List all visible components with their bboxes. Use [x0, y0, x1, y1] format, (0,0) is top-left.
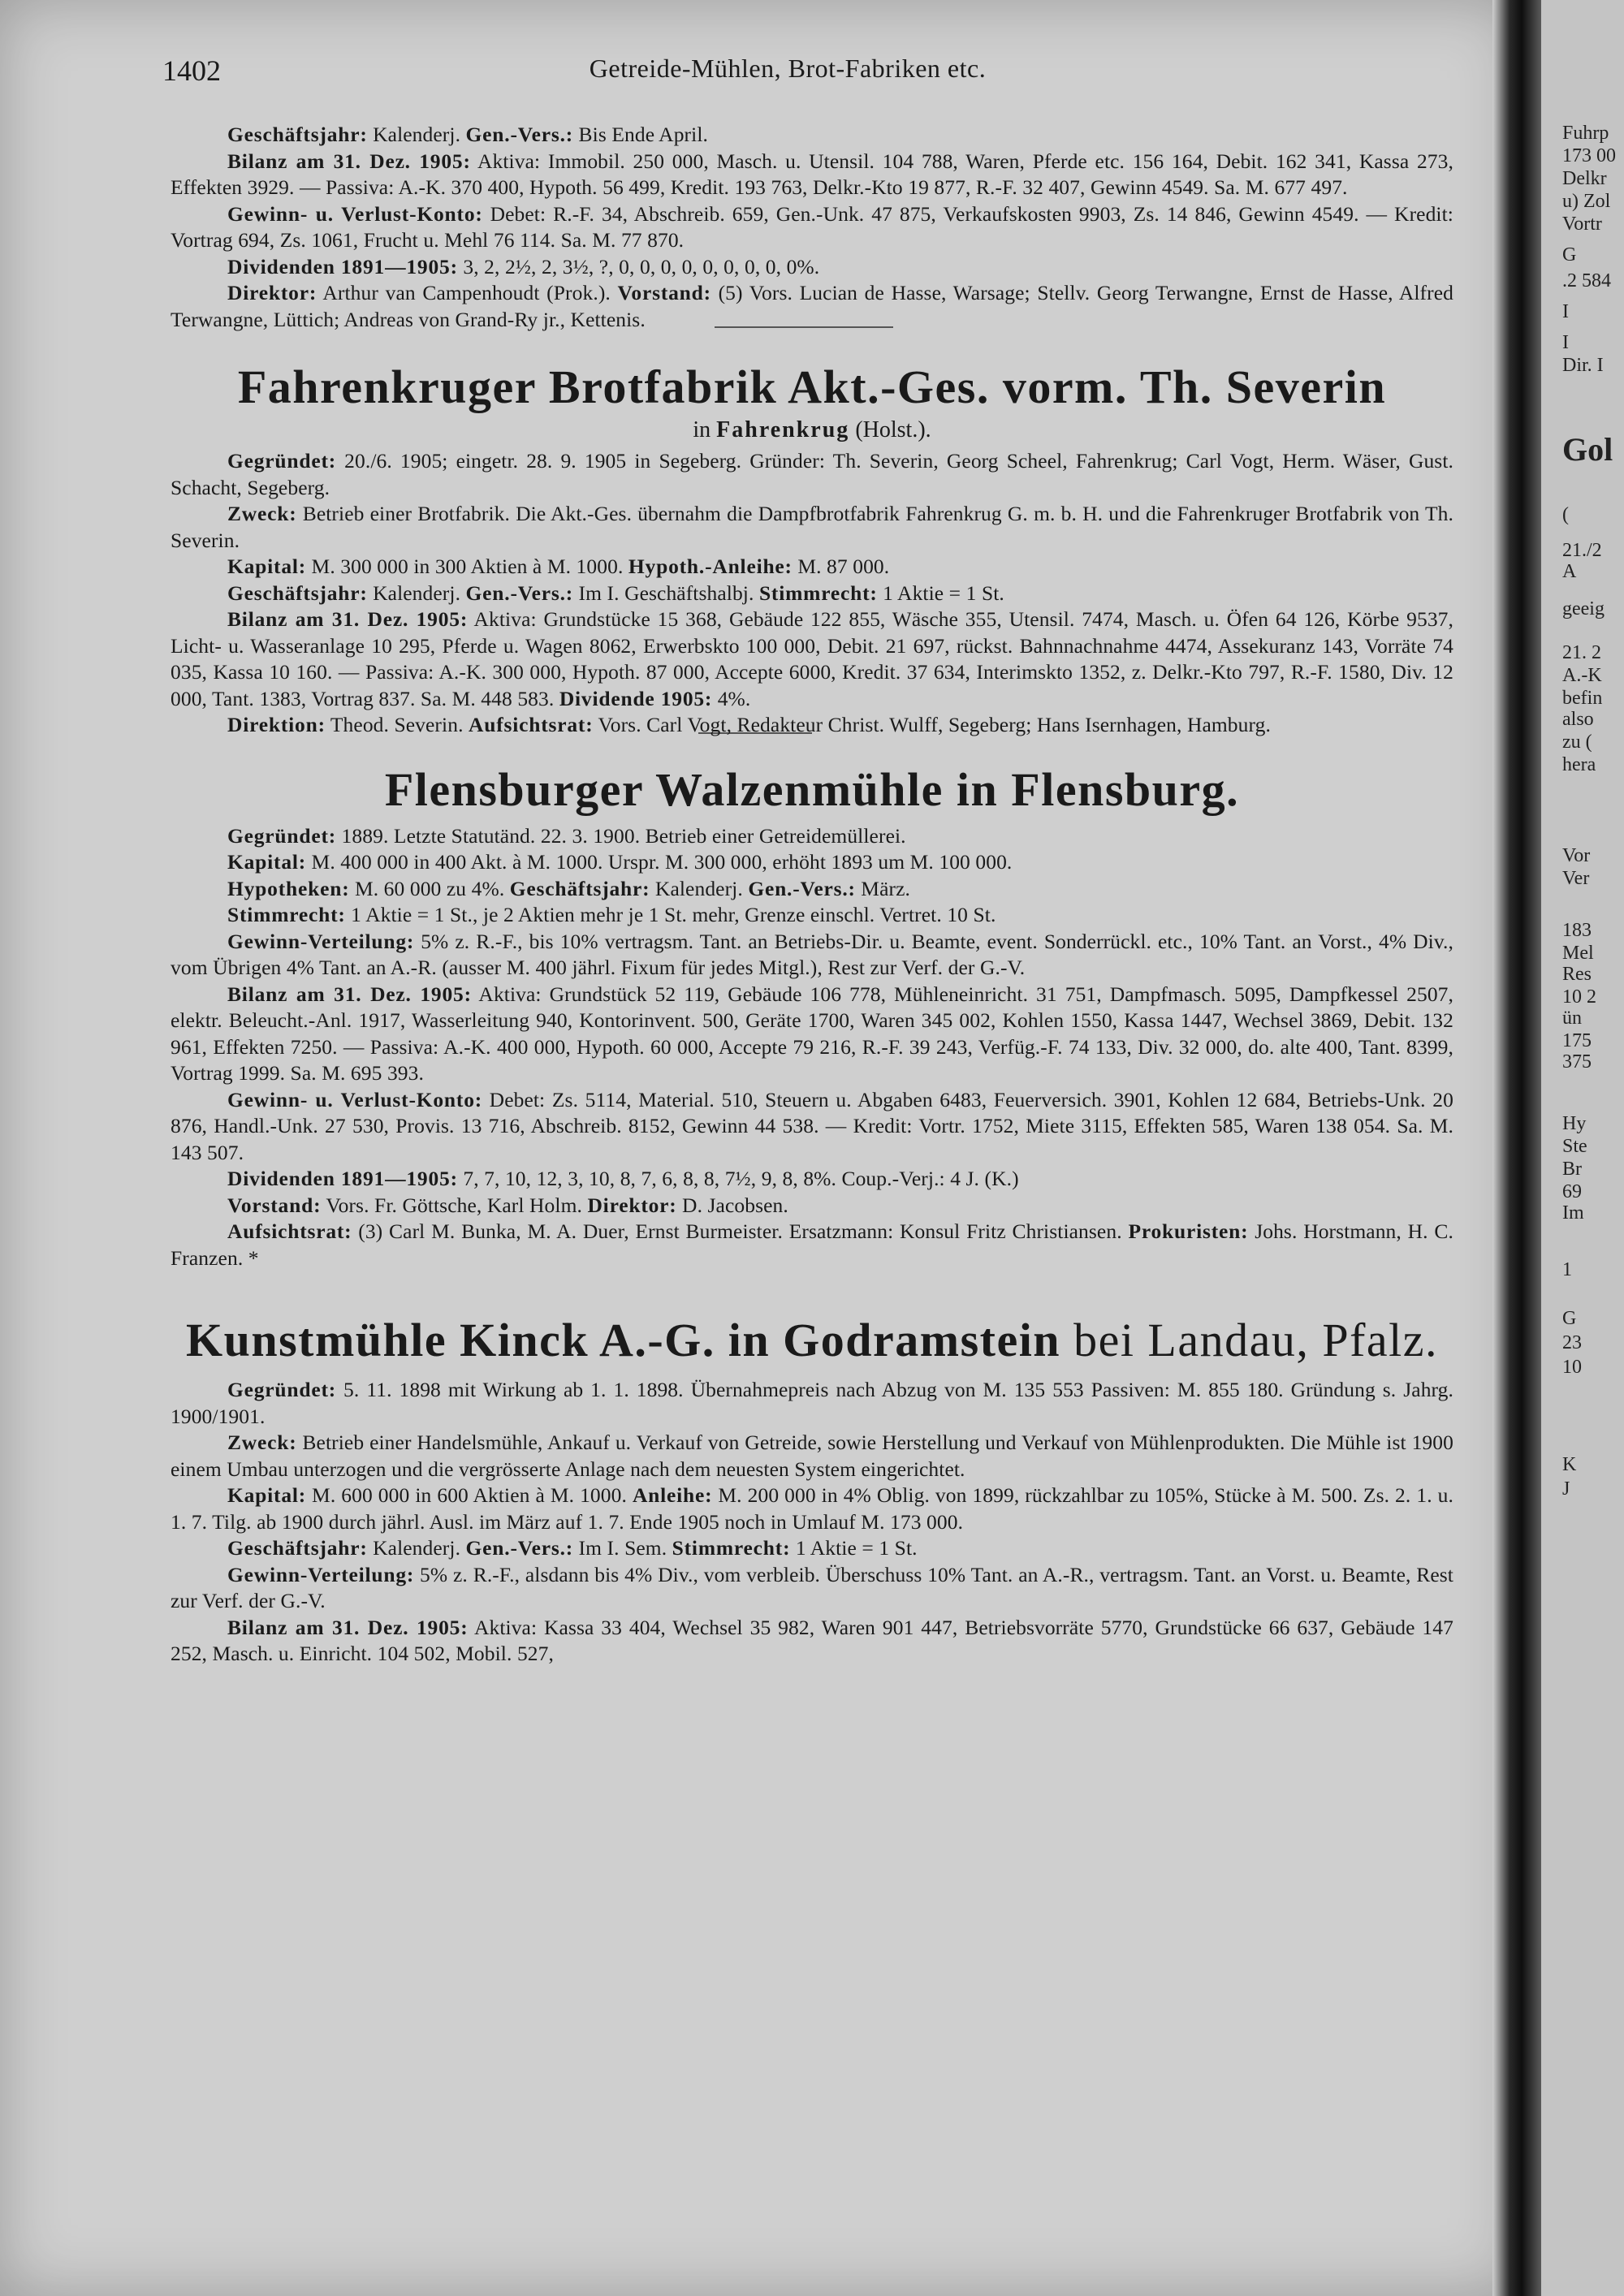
place: Fahrenkrug	[716, 417, 850, 442]
text: Bis Ende April.	[573, 123, 708, 146]
entry-bilanz	[171, 982, 1453, 1087]
text: (5) Vors. Lucian de Hasse, Warsage; Stellv. Georg Terwangne, Ernst de Hasse, Alfred Terwangne, Lüttich; Andreas von Grand-Ry jr., Kettenis.	[171, 281, 1453, 331]
text: 1 Aktie = 1 St.	[790, 1536, 918, 1560]
adjacent-page-text: 23	[1562, 1332, 1582, 1353]
entry-aufsichtsrat	[171, 1219, 1453, 1271]
adjacent-page-text: I	[1562, 332, 1569, 353]
adjacent-page-text: .2 584	[1562, 270, 1611, 291]
adjacent-page-text: K	[1562, 1454, 1577, 1475]
label: Vorstand:	[617, 281, 711, 304]
company-location	[171, 416, 1453, 445]
text: Aktiva: Kassa 33 404, Wechsel 35 982, Waren 901 447, Betriebsvorräte 5770, Grundstücke 66 637, Gebäude 147 252, Masch. u. Einricht. 104 502, Mobil. 527,	[171, 1615, 1453, 1665]
text: Kalenderj.	[367, 1536, 466, 1560]
adjacent-page-text: (	[1562, 504, 1569, 525]
adjacent-page-text: Res	[1562, 964, 1592, 985]
entry-dividenden	[171, 254, 1453, 281]
adjacent-page-text: 10	[1562, 1357, 1582, 1378]
label: Gen.-Vers.:	[748, 876, 856, 900]
text: Debet: R.-F. 34, Abschreib. 659, Gen.-Unk. 47 875, Verkaufskosten 9903, Zs. 14 846, Gewinn 4549. — Kredit: Vortrag 694, Zs. 1061, Frucht u. Mehl 76 114. Sa. M. 77 870.	[171, 201, 1453, 252]
entry-geschaeftsjahr	[171, 580, 1453, 607]
text: 7, 7, 10, 12, 3, 10, 8, 7, 6, 8, 8, 7½, 9, 8, 8%. Coup.-Verj.: 4 J. (K.)	[457, 1167, 1019, 1190]
entry-bilanz	[171, 149, 1453, 201]
adjacent-page-text: Ver	[1562, 868, 1590, 889]
label: Bilanz am 31. Dez. 1905:	[227, 1615, 469, 1639]
company-title-fahrenkrug: Fahrenkruger Brotfabrik Akt.-Ges. vorm. Th. Severin	[237, 360, 1387, 413]
entry-bilanz	[171, 1615, 1453, 1668]
adjacent-page-text: Fuhrp	[1562, 123, 1609, 144]
label: Bilanz am 31. Dez. 1905:	[227, 982, 472, 1006]
label: Geschäftsjahr:	[227, 1536, 368, 1560]
adjacent-page-text: I	[1562, 301, 1569, 322]
entry-geschaeftsjahr	[171, 1535, 1453, 1562]
adjacent-page-text: zu (	[1562, 732, 1592, 753]
adjacent-page-text: u) Zol	[1562, 191, 1611, 212]
adjacent-page-text: G	[1562, 244, 1577, 265]
adjacent-page-text: geeig	[1562, 598, 1605, 619]
company-title-flensburg: Flensburger Walzenmühle in Flensburg.	[384, 762, 1240, 816]
adjacent-page-text: 173 00	[1562, 145, 1616, 166]
text: (Holst.).	[849, 417, 931, 442]
separator-rule	[715, 326, 893, 328]
adjacent-page-text: Delkr	[1562, 168, 1607, 189]
text: Theod. Severin.	[325, 713, 469, 736]
entry-gewinn-verlust	[171, 201, 1453, 254]
text: (3) Carl M. Bunka, M. A. Duer, Ernst Burmeister. Ersatzmann: Konsul Fritz Christiansen.	[352, 1219, 1129, 1243]
entry-direktor	[171, 280, 1453, 333]
label: Direktion:	[227, 713, 326, 736]
label: Gewinn-Verteilung:	[227, 929, 415, 953]
entry-kapital	[171, 849, 1453, 876]
entry-kapital	[171, 1482, 1453, 1535]
text: 4%.	[712, 686, 751, 710]
label: Kapital:	[227, 555, 307, 578]
label: Stimmrecht:	[758, 580, 878, 605]
title-bold: Kunstmühle Kinck A.-G. in Godramstein	[185, 1314, 1061, 1366]
adjacent-page-text: Vor	[1562, 845, 1591, 866]
text: M. 87 000.	[792, 555, 890, 578]
adjacent-page-text: 183	[1562, 920, 1592, 941]
text: Aktiva: Grundstück 52 119, Gebäude 106 778, Mühleneinricht. 31 751, Dampfmasch. 5095, Dampfkessel 2507, elektr. Beleucht.-Anl. 1917, Wasserleitung 940, Kontorinvent. 500, Geräte 1700, Waren 345 002, Kohlen 1550, Kassa 1447, Wechsel 3869, Debit. 132 961, Effekten 7250. — Passiva: A.-K. 400 000, Hypoth. 60 000, Accepte 79 216, R.-F. 39 243, Verfüg.-F. 74 133, Div. 32 000, do. alte 400, Tant. 8399, Vortrag 1999. Sa. M. 695 393.	[171, 982, 1453, 1085]
label: Vorstand:	[227, 1193, 322, 1217]
text: März.	[855, 876, 910, 900]
text: 1 Aktie = 1 St., je 2 Aktien mehr je 1 St. mehr, Grenze einschl. Vertret. 10 St.	[345, 903, 996, 926]
label: Aufsichtsrat:	[227, 1219, 352, 1243]
label: Bilanz am 31. Dez. 1905:	[227, 607, 469, 631]
label: Kapital:	[227, 1483, 307, 1507]
label: Gewinn-Verteilung:	[227, 1562, 415, 1586]
label: Geschäftsjahr:	[227, 580, 368, 605]
text: Im I. Sem.	[573, 1536, 672, 1560]
text: Im I. Geschäftshalbj.	[573, 580, 759, 605]
label: Gewinn- u. Verlust-Konto:	[227, 1087, 483, 1111]
entry-gegruendet	[171, 448, 1453, 501]
text: M. 400 000 in 400 Akt. à M. 1000. Urspr. M. 300 000, erhöht 1893 um M. 100 000.	[306, 850, 1013, 874]
text: 1889. Letzte Statutänd. 22. 3. 1900. Betrieb einer Getreidemüllerei.	[336, 823, 906, 848]
text: M. 60 000 zu 4%.	[349, 876, 510, 900]
text: 3, 2, 2½, 2, 3½, ?, 0, 0, 0, 0, 0, 0, 0, 0, 0%.	[457, 254, 820, 278]
text: Aktiva: Immobil. 250 000, Masch. u. Utensil. 104 788, Waren, Pferde etc. 156 164, Debit. 162 341, Kassa 273, Effekten 3929. — Passiva: A.-K. 370 400, Hypoth. 56 499, Kredit. 193 763, Delkr.-Kto 19 877, R.-F. 32 407, Gewinn 4549. Sa. M. 677 497.	[171, 149, 1453, 199]
adjacent-page-text: 21. 2	[1562, 642, 1601, 663]
label: Stimmrecht:	[227, 903, 346, 926]
adjacent-page-text: Hy	[1562, 1113, 1587, 1134]
adjacent-page-text: Mel	[1562, 943, 1594, 964]
label: Dividenden 1891—1905:	[227, 254, 458, 278]
entry-stimmrecht	[171, 902, 1453, 929]
text: 5% z. R.-F., bis 10% vertragsm. Tant. an Betriebs-Dir. u. Beamte, event. Sonderrückl. etc., 10% Tant. an Vorst., 4% Div., vom Übrigen 4% Tant. an A.-R. (ausser M. 400 jährl. Fixum für jedes Mitgl.), Rest zur Verf. der G.-V.	[171, 929, 1453, 979]
label: Zweck:	[227, 502, 297, 525]
label: Geschäftsjahr:	[227, 123, 368, 146]
entry-gegruendet	[171, 1377, 1453, 1430]
label: Gen.-Vers.:	[465, 580, 574, 605]
adjacent-page-text: Im	[1562, 1202, 1584, 1224]
adjacent-page-text: 21./2	[1562, 540, 1602, 561]
entry-geschaeftsjahr	[171, 122, 1453, 149]
text: M. 200 000 in 4% Oblig. von 1899, rückzahlbar zu 105%, Stücke à M. 500. Zs. 2. 1. u. 1. 7. Tilg. ab 1900 durch jährl. Ausl. im März auf 1. 7. Ende 1905 noch in Umlauf M. 173 000.	[171, 1483, 1453, 1534]
entry-gewinn-verteilung	[171, 929, 1453, 982]
text: Kalenderj.	[367, 580, 466, 605]
entry-kapital	[171, 554, 1453, 580]
text: Arthur van Campenhoudt (Prok.).	[317, 281, 618, 304]
label: Kapital:	[227, 850, 307, 874]
adjacent-page-text: hera	[1562, 754, 1596, 775]
entry-gewinn-verteilung	[171, 1562, 1453, 1615]
text: M. 300 000 in 300 Aktien à M. 1000.	[306, 555, 628, 578]
entry-hypotheken	[171, 876, 1453, 903]
label: Dividenden 1891—1905:	[227, 1167, 458, 1190]
text: in	[693, 417, 717, 442]
label: Aufsichtsrat:	[469, 713, 594, 736]
text: Vors. Fr. Göttsche, Karl Holm.	[321, 1193, 588, 1217]
text: Betrieb einer Brotfabrik. Die Akt.-Ges. übernahm die Dampfbrotfabrik Fahrenkrug G. m. b. H. und die Fahrenkruger Brotfabrik von Th. Severin.	[171, 502, 1453, 552]
adjacent-page-text: also	[1562, 709, 1594, 730]
label: Bilanz am 31. Dez. 1905:	[227, 149, 471, 173]
adjacent-page-text: A	[1562, 561, 1577, 582]
entry-zweck	[171, 501, 1453, 554]
entry-gegruendet	[171, 823, 1453, 850]
entry-zweck	[171, 1430, 1453, 1482]
adjacent-page-text: ün	[1562, 1008, 1582, 1029]
page-content	[171, 122, 1453, 1668]
label: Anleihe:	[632, 1483, 713, 1507]
text: M. 600 000 in 600 Aktien à M. 1000.	[306, 1483, 633, 1507]
text: Vors. Carl Vogt, Redakteur Christ. Wulff, Segeberg; Hans Isernhagen, Hamburg.	[593, 713, 1271, 736]
entry-vorstand	[171, 1193, 1453, 1219]
adjacent-page-edge	[1541, 0, 1624, 2296]
entry-dividenden	[171, 1166, 1453, 1193]
running-title: Getreide-Mühlen, Brot-Fabriken etc.	[589, 54, 987, 83]
adjacent-page-text: J	[1562, 1478, 1570, 1500]
label: Hypotheken:	[227, 876, 350, 900]
adjacent-page-text: Dir. I	[1562, 355, 1604, 376]
label: Direktor:	[227, 281, 317, 304]
adjacent-page-text: Br	[1562, 1159, 1582, 1180]
text: 1 Aktie = 1 St.	[877, 580, 1004, 605]
label: Gegründet:	[227, 1378, 337, 1401]
text: Kalenderj.	[650, 876, 749, 900]
title-normal: bei Landau, Pfalz.	[1060, 1314, 1439, 1366]
page-header	[162, 54, 1413, 94]
adjacent-page-text: Vortr	[1562, 214, 1602, 235]
adjacent-page-text: Gol	[1562, 431, 1613, 468]
book-gutter	[1492, 0, 1541, 2296]
text: Aktiva: Grundstücke 15 368, Gebäude 122 855, Wäsche 355, Utensil. 7474, Masch. u. Öfen 64 126, Körbe 9537, Licht- u. Wasseranlage 10 295, Pferde u. Wagen 8062, Erwerbskto 100 000, Debit. 21 697, rückst. Bahnnachnahme 4474, Assekuranz 143, Vorräte 74 035, Kassa 10 160. — Passiva: A.-K. 300 000, Hypoth. 87 000, Accepte 6000, Kredit. 37 634, Interimskto 1352, z. Delkr.-Kto 797, R.-F. 1580, Div. 12 000, Tant. 1383, Vortrag 837. Sa. M. 448 583.	[171, 607, 1454, 710]
text: 20./6. 1905; eingetr. 28. 9. 1905 in Segeberg. Gründer: Th. Severin, Georg Scheel, Fahrenkrug; Carl Vogt, Herm. Wäser, Gust. Schacht, Segeberg.	[171, 449, 1453, 499]
label: Gen.-Vers.:	[465, 123, 574, 146]
text: 5. 11. 1898 mit Wirkung ab 1. 1. 1898. Übernahmepreis nach Abzug von M. 135 553 Passiven: M. 855 180. Gründung s. Jahrg. 1900/1901.	[171, 1378, 1453, 1428]
text: Kalenderj.	[367, 123, 466, 146]
entry-direktion	[171, 712, 1453, 739]
text: 5% z. R.-F., alsdann bis 4% Div., vom verbleib. Überschuss 10% Tant. an A.-R., vertragsm. Tant. an Vorst. u. Beamte, Rest zur Verf. der G.-V.	[171, 1562, 1453, 1612]
adjacent-page-text: 1	[1562, 1259, 1572, 1280]
page-number: 1402	[162, 54, 221, 87]
label: Gewinn- u. Verlust-Konto:	[227, 201, 483, 226]
label: Direktor:	[587, 1193, 677, 1217]
text: Betrieb einer Handelsmühle, Ankauf u. Verkauf von Getreide, sowie Herstellung und Verkauf von Mühlenprodukten. Die Mühle ist 1900 einem Umbau unterzogen und die vergrösserte Anlage nach dem neuesten System eingerichtet.	[171, 1431, 1453, 1481]
adjacent-page-text: 375	[1562, 1051, 1592, 1072]
label: Geschäftsjahr:	[509, 876, 650, 900]
adjacent-page-text: A.-K	[1562, 665, 1602, 686]
label: Zweck:	[227, 1431, 297, 1454]
adjacent-page-text: G	[1562, 1308, 1577, 1329]
label: Stimmrecht:	[672, 1536, 791, 1560]
text: D. Jacobsen.	[676, 1193, 788, 1217]
label: Dividende 1905:	[559, 686, 713, 710]
label: Hypoth.-Anleihe:	[628, 555, 793, 578]
label: Prokuristen:	[1128, 1219, 1249, 1243]
label: Gegründet:	[227, 449, 337, 473]
company-title-kinck	[171, 1312, 1453, 1369]
label: Gegründet:	[227, 823, 337, 848]
adjacent-page-text: 175	[1562, 1030, 1592, 1051]
adjacent-page-text: befin	[1562, 688, 1603, 709]
entry-gewinn-verlust	[171, 1087, 1453, 1167]
text: Debet: Zs. 5114, Material. 510, Steuern u. Abgaben 6483, Feuerversich. 3901, Kohlen 12 684, Betriebs-Unk. 20 876, Handl.-Unk. 27 530, Provis. 13 716, Abschreib. 8152, Gewinn 44 538. — Kredit: Vortr. 1752, Miete 3115, Effekten 585, Waren 138 054. Sa. M. 143 507.	[171, 1087, 1453, 1164]
adjacent-page-text: Ste	[1562, 1136, 1587, 1157]
adjacent-page-text: 69	[1562, 1181, 1582, 1202]
label: Gen.-Vers.:	[465, 1536, 574, 1560]
adjacent-page-text: 10 2	[1562, 986, 1596, 1008]
text: Johs. Horstmann, H. C. Franzen. *	[171, 1219, 1454, 1270]
entry-bilanz	[171, 606, 1453, 712]
